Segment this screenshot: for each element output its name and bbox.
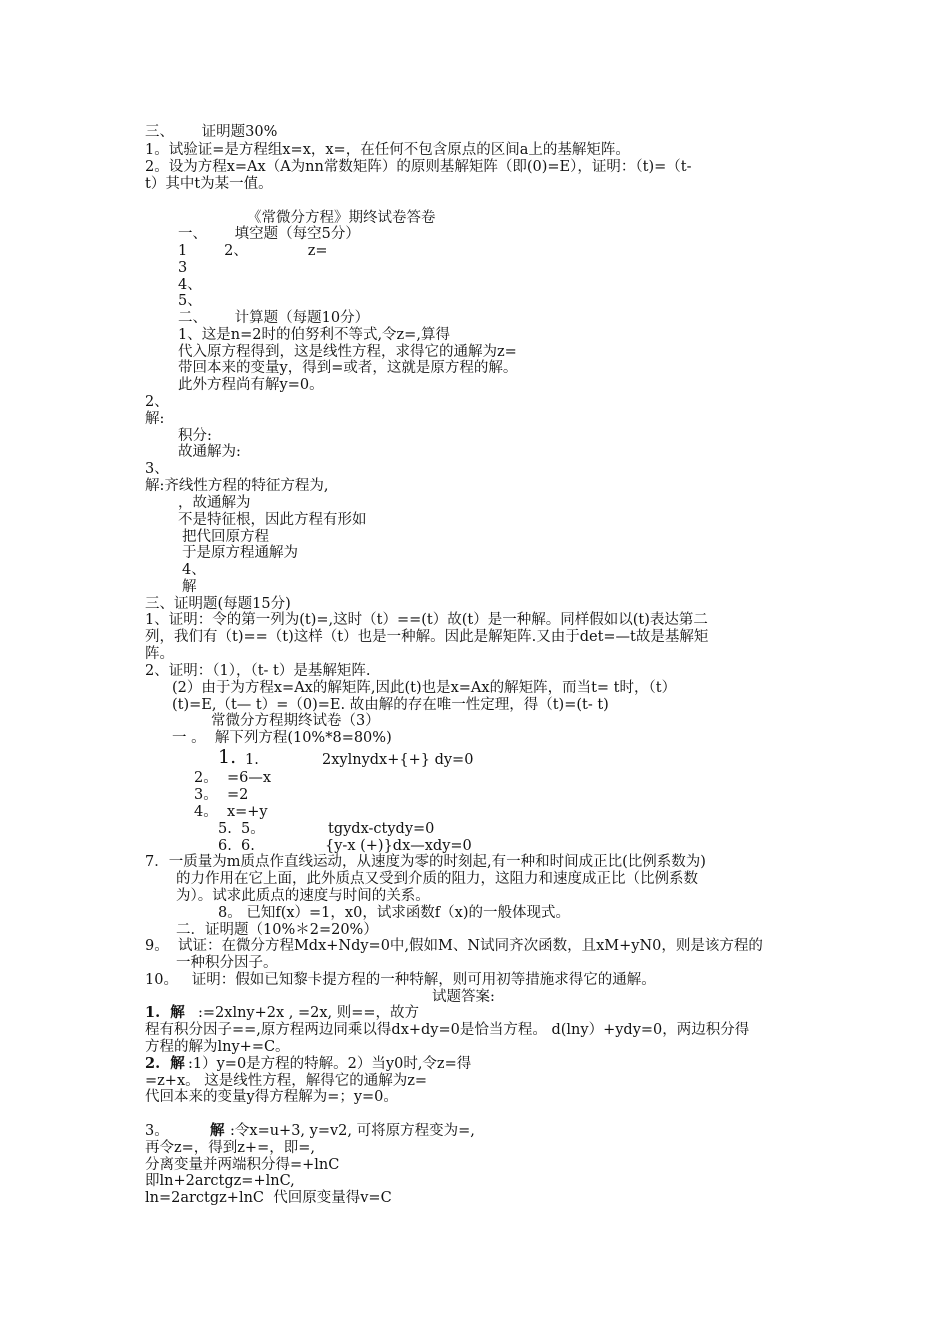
answer-label: 解 <box>210 1122 225 1139</box>
text-line: 解 <box>182 579 197 595</box>
text-line: 5. 5。 <box>218 821 265 837</box>
text-line: 3、 <box>145 461 169 477</box>
text-line: 方程的解为lny+=C。 <box>145 1039 290 1055</box>
text-line: 分离变量并两端积分得=+lnC <box>145 1157 340 1173</box>
text-line: 即ln+2arctgz=+lnC, <box>145 1173 295 1189</box>
text-line: 解: <box>145 411 165 427</box>
text-line: 2。 =6—x <box>194 770 271 786</box>
text-line: 故通解为: <box>178 444 241 460</box>
text-line: 二、 计算题（每题10分） <box>178 310 370 326</box>
text-line: 二．证明题（10%＊2=20%） <box>176 922 378 938</box>
text-line: =z+x。 这是线性方程，解得它的通解为z= <box>145 1073 428 1089</box>
text-line: 带回本来的变量y，得到=或者，这就是原方程的解。 <box>178 360 518 376</box>
text-line: 程有积分因子==,原方程两边同乘以得dx+dy=0是恰当方程。 d(lny）+ydy=0，两边积分得 <box>145 1022 750 1038</box>
text-line: 一 。 解下列方程(10%*8=80%) <box>172 730 392 746</box>
text-line: :1）y=0是方程的特解。2）当y0时,令z=得 <box>188 1056 472 1072</box>
text-line: 解:齐线性方程的特征方程为, <box>145 478 329 494</box>
text-line: 6. 6. <box>218 838 255 854</box>
text-line: 2xylnydx+{+} dy=0 <box>322 752 474 768</box>
text-line: 列，我们有（t)==（t)这样（t）也是一种解。因此是解矩阵.又由于det=—t故是基解矩 <box>145 629 709 645</box>
text-line: (t)=E,（t— t）=（0)=E. 故由解的存在唯一性定理，得（t)=(t- t) <box>172 697 609 713</box>
text-line: 积分: <box>178 428 212 444</box>
text-line: 把代回原方程 <box>182 529 269 545</box>
text-line: 三、证明题(每题15分) <box>145 596 291 612</box>
text-line: 9。 试证：在微分方程Mdx+Ndy=0中,假如M、N试同齐次函数，且xM+yN0，则是该方程的 <box>145 938 763 954</box>
section-title: 《常微分方程》期终试卷答卷 <box>247 210 436 226</box>
text-line: 2。设为方程x=Ax（A为nn常数矩阵）的原则基解矩阵（即(0)=E），证明：（t)=（t- <box>145 159 692 175</box>
answer-label: 1. 解 <box>145 1004 185 1021</box>
text-line: 7．一质量为m质点作直线运动，从速度为零的时刻起,有一种和时间成正比(比例系数为) <box>145 854 706 870</box>
text-line: 10。 证明：假如已知黎卡提方程的一种特解，则可用初等措施求得它的通解。 <box>145 972 656 988</box>
text-line: 1. <box>245 752 259 768</box>
text-line: 于是原方程通解为 <box>182 545 298 561</box>
text-line: 1。试验证=是方程组x=x，x=，在任何不包含原点的区间a上的基解矩阵。 <box>145 142 630 158</box>
text-line: (2）由于为方程x=Ax的解矩阵,因此(t)也是x=Ax的解矩阵，而当t= t时，（t） <box>172 680 677 696</box>
text-line: t）其中t为某一值。 <box>145 176 273 192</box>
text-line: 代入原方程得到，这是线性方程，求得它的通解为z= <box>178 344 517 360</box>
text-line: 此外方程尚有解y=0。 <box>178 377 324 393</box>
text-line: 1 2、 z= <box>178 243 328 259</box>
text-line: 的力作用在它上面，此外质点又受到介质的阻力，这阻力和速度成正比（比例系数 <box>176 871 698 887</box>
text-line: 4、 <box>182 562 206 578</box>
text-line: 4。 x=+y <box>194 804 268 820</box>
text-line: 5、 <box>178 293 202 309</box>
text-line: 为）。试求此质点的速度与时间的关系。 <box>176 888 430 904</box>
answer-label: 2. 解 <box>145 1055 185 1072</box>
text-line: tgydx-ctydy=0 <box>328 821 435 837</box>
text-line: 2、证明：（1），（t- t）是基解矩阵. <box>145 663 371 679</box>
text-line: {y-x (+)}dx—xdy=0 <box>325 838 472 854</box>
text-line: :令x=u+3, y=v2, 可将原方程变为=, <box>230 1123 475 1139</box>
text-line: 2、 <box>145 394 169 410</box>
text-line: 代回本来的变量y得方程解为=；y=0。 <box>145 1089 398 1105</box>
text-line: 1、这是n=2时的伯努利不等式,令z=,算得 <box>178 327 450 343</box>
text-line: 3 <box>178 260 188 276</box>
text-line: 三、 证明题30% <box>145 124 278 140</box>
text-line: 1. <box>218 746 237 768</box>
section-title: 常微分方程期终试卷（3） <box>211 713 380 729</box>
text-line: 4、 <box>178 277 202 293</box>
text-line: 3。 =2 <box>194 787 249 803</box>
text-line: ，故通解为 <box>178 495 251 511</box>
text-line: 3。 <box>145 1123 169 1139</box>
text-line: 不是特征根，因此方程有形如 <box>178 512 367 528</box>
text-line: 1、证明：令的第一列为(t)=,这时（t）==(t）故(t）是一种解。同样假如以(t)表达第二 <box>145 612 708 628</box>
text-line: 8。 已知f(x）=1，x0，试求函数f（x)的一般体现式。 <box>218 905 571 921</box>
text-line: 阵。 <box>145 646 174 662</box>
text-line: :=2xlny+2x , =2x, 则==，故方 <box>198 1005 420 1021</box>
text-line: 一、 填空题（每空5分） <box>178 226 360 242</box>
text-line: ln=2arctgz+lnC 代回原变量得v=C <box>145 1190 392 1206</box>
text-line: 再令z=，得到z+=，即=, <box>145 1140 315 1156</box>
section-title: 试题答案: <box>432 989 495 1005</box>
text-line: 一种积分因子。 <box>176 955 278 971</box>
